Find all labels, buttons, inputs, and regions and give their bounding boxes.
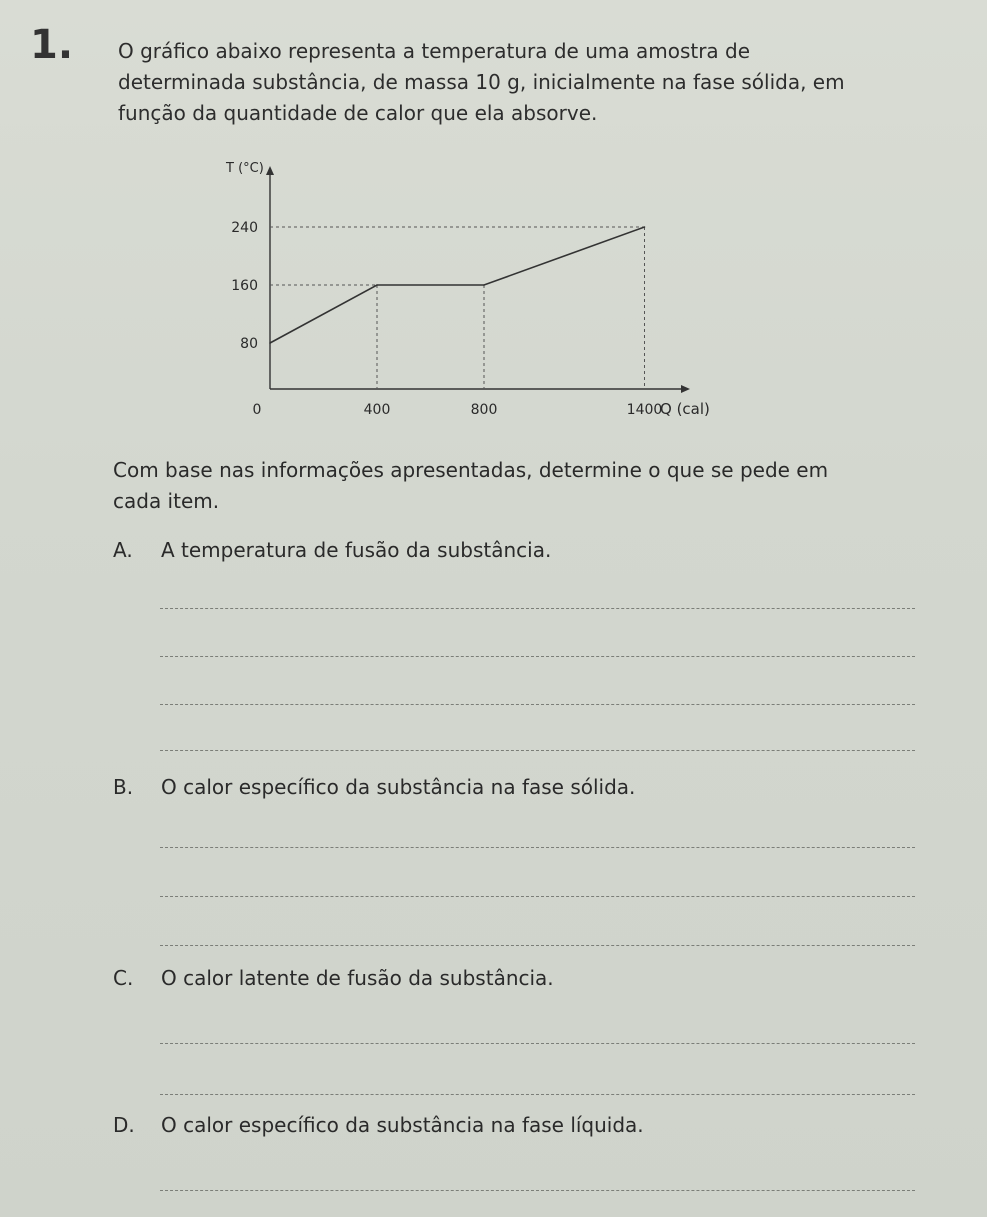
answer-line[interactable]	[160, 1190, 915, 1191]
item-d	[113, 1113, 644, 1137]
item-letter: A.	[113, 538, 133, 562]
x-tick-label: 400	[363, 402, 391, 418]
y-axis-label: T (°C)	[226, 161, 264, 176]
item-text: O calor específico da substância na fase sólida.	[161, 775, 636, 799]
item-c	[113, 966, 554, 990]
question-number: 1.	[30, 22, 74, 68]
prompt-line: cada item.	[113, 489, 220, 513]
x-tick-label: 1400	[626, 402, 663, 418]
answer-line[interactable]	[160, 704, 915, 705]
answer-line[interactable]	[160, 656, 915, 657]
item-letter: B.	[113, 775, 134, 799]
y-tick-label: 80	[240, 336, 258, 352]
y-axis-arrow	[266, 166, 274, 175]
data-point	[483, 284, 485, 286]
question-intro	[118, 36, 878, 129]
answer-line[interactable]	[160, 1094, 915, 1095]
intro-line: O gráfico abaixo representa a temperatura de uma amostra de	[118, 39, 751, 63]
x-axis-arrow	[681, 385, 690, 393]
item-b	[113, 775, 635, 799]
data-point	[269, 342, 271, 344]
data-point	[644, 226, 646, 228]
instructions	[113, 455, 893, 517]
prompt-line: Com base nas informações apresentadas, determine o que se pede em	[113, 458, 829, 482]
y-tick-label: 160	[231, 278, 258, 294]
intro-line: determinada substância, de massa 10 g, inicialmente na fase sólida, em	[118, 70, 845, 94]
answer-line[interactable]	[160, 750, 915, 751]
y-tick-label: 240	[231, 220, 258, 236]
answer-line[interactable]	[160, 945, 915, 946]
answer-line[interactable]	[160, 896, 915, 897]
item-text: A temperatura de fusão da substância.	[161, 538, 552, 562]
intro-line: função da quantidade de calor que ela absorve.	[118, 101, 598, 125]
item-letter: D.	[113, 1113, 135, 1137]
x-axis-label: Q (cal)	[660, 400, 710, 418]
item-letter: C.	[113, 966, 134, 990]
temperature-heat-chart	[200, 150, 740, 430]
item-text: O calor latente de fusão da substância.	[161, 966, 554, 990]
item-a	[113, 538, 551, 562]
x-tick-label: 800	[470, 402, 498, 418]
item-text: O calor específico da substância na fase líquida.	[161, 1113, 644, 1137]
x-tick-label: 0	[252, 402, 262, 418]
answer-line[interactable]	[160, 1043, 915, 1044]
answer-line[interactable]	[160, 847, 915, 848]
answer-line[interactable]	[160, 608, 915, 609]
data-point	[376, 284, 378, 286]
